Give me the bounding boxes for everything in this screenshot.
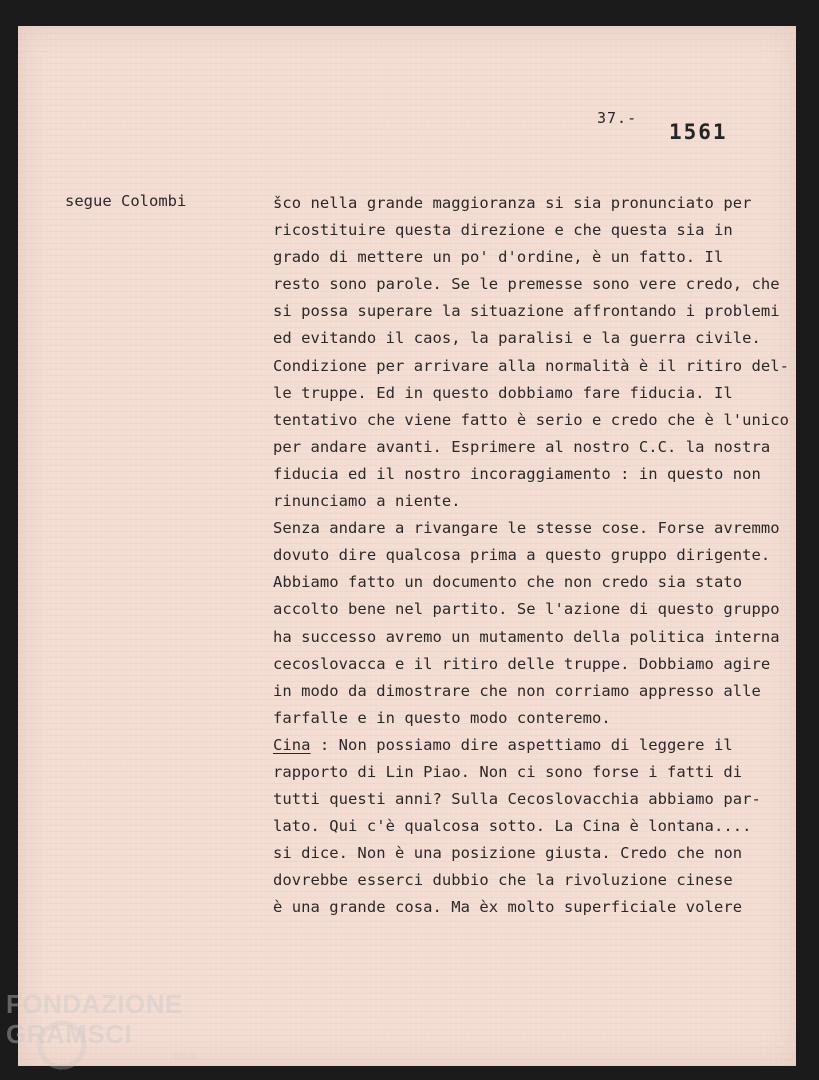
speaker-label: segue Colombi [65,192,187,210]
text-line: dovuto dire qualcosa prima a questo gruppo dirigente. [273,546,771,565]
text-line: ricostituire questa direzione e che questa sia in [273,221,733,240]
text-line: rapporto di Lin Piao. Non ci sono forse i fatti di [273,762,743,781]
text-line: si possa superare la situazione affrontando i problemi [273,302,780,321]
paper-sheet [18,26,796,1066]
text-line: farfalle e in questo modo conteremo. [273,708,611,727]
text-line: resto sono parole. Se le premesse sono vere credo, che [273,275,780,294]
text-line: per andare avanti. Esprimere al nostro C.C. la nostra [273,437,771,456]
text-line: dovrebbe esserci dubbio che la rivoluzione cinese [273,871,733,890]
watermark-small: onlus [174,1051,196,1061]
text-line: in modo da dimostrare che non corriamo appresso alle [273,681,761,700]
text-line: accolto bene nel partito. Se l'azione di questo gruppo [273,600,780,619]
text-line: tutti questi anni? Sulla Cecoslovacchia abbiamo par- [273,790,761,809]
watermark-line2: GRAMSCI [6,1019,133,1049]
text-line: Abbiamo fatto un documento che non credo sia stato [273,573,743,592]
text-line: Senza andare a rivangare le stesse cose. Forse avremmo [273,519,780,538]
cina-heading: Cina [273,735,311,754]
watermark-line1: FONDAZIONE [6,989,183,1019]
page-number: 37.- [597,109,638,127]
text-line: Condizione per arrivare alla normalità è il ritiro del- [273,356,789,375]
cina-text: : Non possiamo dire aspettiamo di leggere il [310,735,733,754]
text-line: fiducia ed il nostro incoraggiamento : in questo non [273,464,761,483]
archive-number: 1561 [669,120,728,144]
text-line: ha successo avremo un mutamento della politica interna [273,627,780,646]
text-line: cecoslovacca e il ritiro delle truppe. Dobbiamo agire [273,654,771,673]
text-line: rinunciamo a niente. [273,492,461,511]
text-line: ed evitando il caos, la paralisi e la guerra civile. [273,329,761,348]
text-line: tentativo che viene fatto è serio e credo che è l'unico [273,410,789,429]
text-line: si dice. Non è una posizione giusta. Credo che non [273,844,743,863]
text-line: lato. Qui c'è qualcosa sotto. La Cina è lontana.... [273,817,752,836]
text-line: le truppe. Ed in questo dobbiamo fare fiducia. Il [273,383,733,402]
watermark-logo [6,989,206,1069]
text-line: šco nella grande maggioranza si sia pronunciato per [273,194,752,212]
typed-body [273,190,795,922]
text-line: è una grande cosa. Ma èx molto superficiale volere [273,898,743,917]
text-line: grado di mettere un po' d'ordine, è un fatto. Il [273,248,724,267]
text-line-cina [273,732,795,759]
